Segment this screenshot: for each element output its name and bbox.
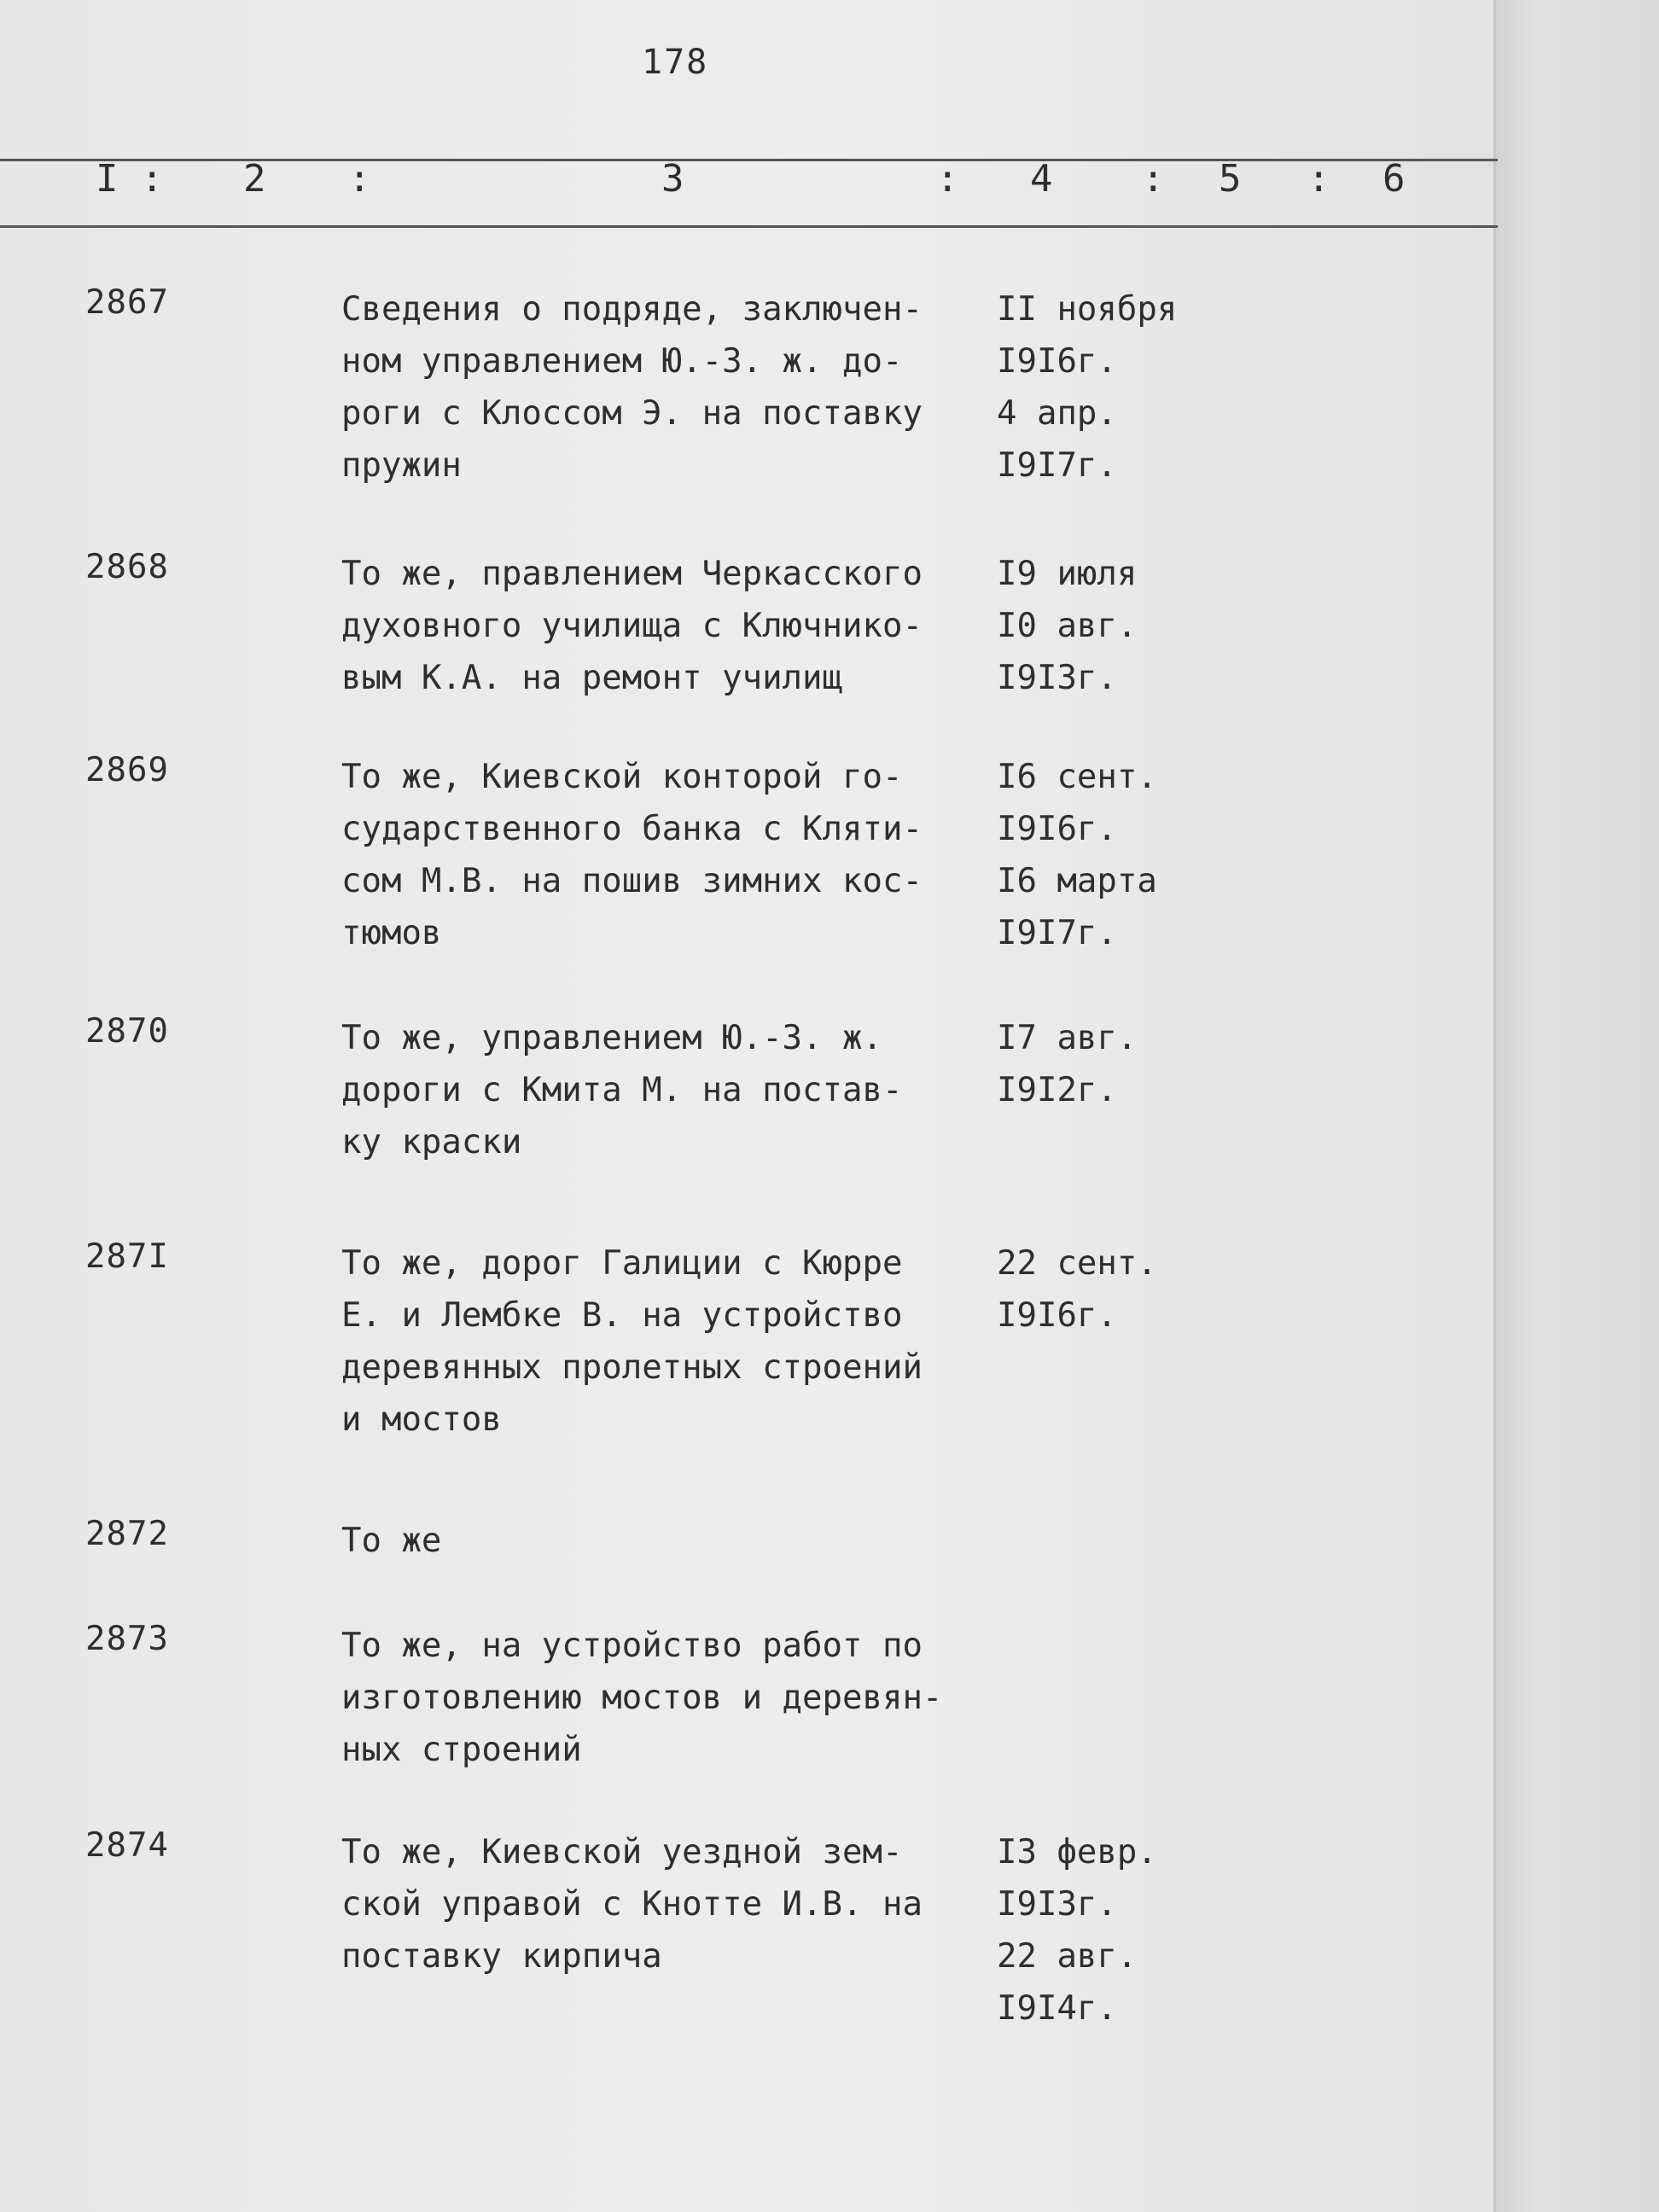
description-line: дороги с Кмита М. на постав- — [341, 1071, 903, 1109]
column-separator: : — [141, 157, 164, 201]
column-separator: : — [1142, 157, 1165, 201]
column-header-5: 5 — [1219, 157, 1242, 201]
date-line: I0 авг. — [997, 607, 1138, 645]
header-bottom-rule — [0, 225, 1498, 228]
date-line: 4 апр. — [997, 394, 1117, 433]
entry-number: 2874 — [85, 1826, 169, 1865]
date-line: I9I4г. — [997, 1989, 1117, 2028]
description-line: Сведения о подряде, заключен- — [341, 290, 923, 329]
description-line: ных строений — [341, 1731, 582, 1769]
entry-description — [341, 1826, 990, 1982]
date-line: I9I2г. — [997, 1071, 1117, 1109]
description-line: ской управой с Кнотте И.В. на — [341, 1885, 923, 1924]
date-line: I9I6г. — [997, 810, 1117, 848]
description-line: и мостов — [341, 1400, 502, 1439]
entry-description — [341, 1237, 990, 1446]
description-line: тюмов — [341, 914, 442, 952]
column-header-6: 6 — [1382, 157, 1406, 201]
entry-number: 287I — [85, 1237, 169, 1276]
date-line: I9I7г. — [997, 914, 1117, 952]
description-line: роги с Клоссом Э. на поставку — [341, 394, 923, 433]
entry-number: 2867 — [85, 283, 169, 322]
column-header-1: I — [96, 157, 119, 201]
column-header-4: 4 — [1030, 157, 1053, 201]
description-line: ном управлением Ю.-З. ж. до- — [341, 342, 903, 381]
column-separator: : — [348, 157, 371, 201]
date-line: I3 февр. — [997, 1833, 1157, 1871]
entry-dates — [997, 1012, 1253, 1116]
date-line: I9I3г. — [997, 1885, 1117, 1924]
entry-number: 2869 — [85, 751, 169, 789]
entry-dates — [997, 751, 1253, 959]
description-line: То же — [341, 1522, 442, 1560]
entry-number: 2868 — [85, 548, 169, 586]
entry-description — [341, 1620, 990, 1776]
date-line: I6 сент. — [997, 758, 1157, 796]
column-separator: : — [936, 157, 959, 201]
page-edge-shadow — [1495, 0, 1659, 2212]
description-line: изготовлению мостов и деревян- — [341, 1679, 943, 1717]
description-line: поставку кирпича — [341, 1937, 662, 1976]
description-line: То же, Киевской уездной зем- — [341, 1833, 903, 1871]
description-line: сударственного банка с Кляти- — [341, 810, 923, 848]
entry-dates — [997, 548, 1253, 704]
date-line: 22 авг. — [997, 1937, 1138, 1976]
date-line: I9I6г. — [997, 342, 1117, 381]
column-header-3: 3 — [661, 157, 684, 201]
date-line: I9 июля — [997, 555, 1138, 593]
date-line: II ноября — [997, 290, 1178, 329]
entry-description — [341, 548, 990, 704]
header-top-rule — [0, 159, 1498, 161]
date-line: I7 авг. — [997, 1019, 1138, 1057]
entry-dates — [997, 1237, 1253, 1342]
description-line: духовного училища с Ключнико- — [341, 607, 923, 645]
entry-description — [341, 751, 990, 959]
entry-description — [341, 1515, 990, 1567]
page-number: 178 — [642, 43, 709, 82]
description-line: пружин — [341, 446, 462, 485]
entry-description — [341, 283, 990, 492]
description-line: вым К.А. на ремонт училищ — [341, 659, 842, 697]
entry-number: 2873 — [85, 1620, 169, 1658]
date-line: 22 сент. — [997, 1244, 1157, 1283]
page-edge-line — [1493, 0, 1496, 2212]
description-line: То же, дорог Галиции с Кюрре — [341, 1244, 903, 1283]
column-separator: : — [1307, 157, 1330, 201]
description-line: То же, на устройство работ по — [341, 1627, 923, 1665]
description-line: То же, правлением Черкасского — [341, 555, 923, 593]
date-line: I9I7г. — [997, 446, 1117, 485]
date-line: I6 марта — [997, 862, 1157, 900]
entry-dates — [997, 283, 1253, 492]
description-line: деревянных пролетных строений — [341, 1348, 923, 1387]
entry-description — [341, 1012, 990, 1168]
column-header-2: 2 — [243, 157, 266, 201]
entry-number: 2872 — [85, 1515, 169, 1553]
description-line: сом М.В. на пошив зимних кос- — [341, 862, 923, 900]
description-line: То же, управлением Ю.-З. ж. — [341, 1019, 882, 1057]
date-line: I9I3г. — [997, 659, 1117, 697]
entry-number: 2870 — [85, 1012, 169, 1051]
description-line: ку краски — [341, 1123, 522, 1161]
date-line: I9I6г. — [997, 1296, 1117, 1335]
description-line: То же, Киевской конторой го- — [341, 758, 903, 796]
entry-dates — [997, 1826, 1253, 2034]
description-line: Е. и Лембке В. на устройство — [341, 1296, 903, 1335]
